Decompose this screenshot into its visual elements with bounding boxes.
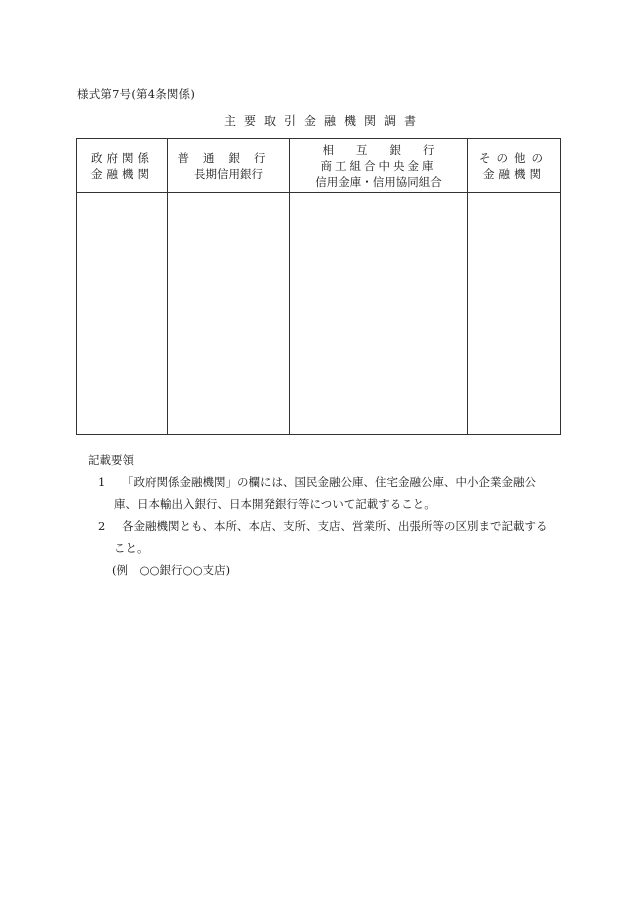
column-header-line: 普通銀行	[177, 150, 280, 165]
column-header-commercial-banks	[168, 139, 290, 193]
column-header-line: 政府関係	[91, 150, 153, 165]
entry-cell-commercial-banks[interactable]	[168, 193, 290, 435]
instruction-item	[86, 515, 558, 559]
form-number-label: 様式第7号(第4条関係)	[77, 87, 196, 101]
instruction-number: 1	[98, 475, 106, 489]
document-title: 主要取引金融機関調書	[223, 114, 424, 128]
table-header-row	[77, 139, 561, 193]
entry-cell-other[interactable]	[468, 193, 561, 435]
column-header-line: 長期信用銀行	[194, 166, 263, 181]
column-header-government	[77, 139, 168, 193]
column-header-line: その他の	[479, 150, 549, 165]
column-header-line: 金融機関	[483, 166, 545, 181]
instruction-number: 2	[98, 519, 106, 533]
column-header-line: 商工組合中央金庫	[320, 158, 437, 173]
column-header-line: 相互銀行	[322, 142, 457, 157]
instruction-text: 「政府関係金融機関」の欄には、国民金融公庫、住宅金融公庫、中小企業金融公庫、日本輸出入銀行、日本開発銀行等について記載すること。	[114, 475, 536, 511]
instructions-heading: 記載要領	[88, 453, 134, 467]
entry-cell-government[interactable]	[77, 193, 168, 435]
column-header-line: 金融機関	[91, 166, 153, 181]
column-header-other	[468, 139, 561, 193]
financial-institutions-table	[76, 138, 561, 435]
entry-cell-mutual-banks[interactable]	[290, 193, 468, 435]
instruction-item	[86, 471, 558, 515]
instruction-text: 各金融機関とも、本所、本店、支所、支店、営業所、出張所等の区別まで記載すること。	[114, 519, 548, 555]
table-body-row	[77, 193, 561, 435]
column-header-mutual-banks	[290, 139, 468, 193]
instructions-section	[86, 449, 558, 581]
instruction-example: (例 ○○銀行○○支店)	[112, 563, 231, 577]
column-header-line: 信用金庫・信用協同組合	[315, 174, 442, 189]
